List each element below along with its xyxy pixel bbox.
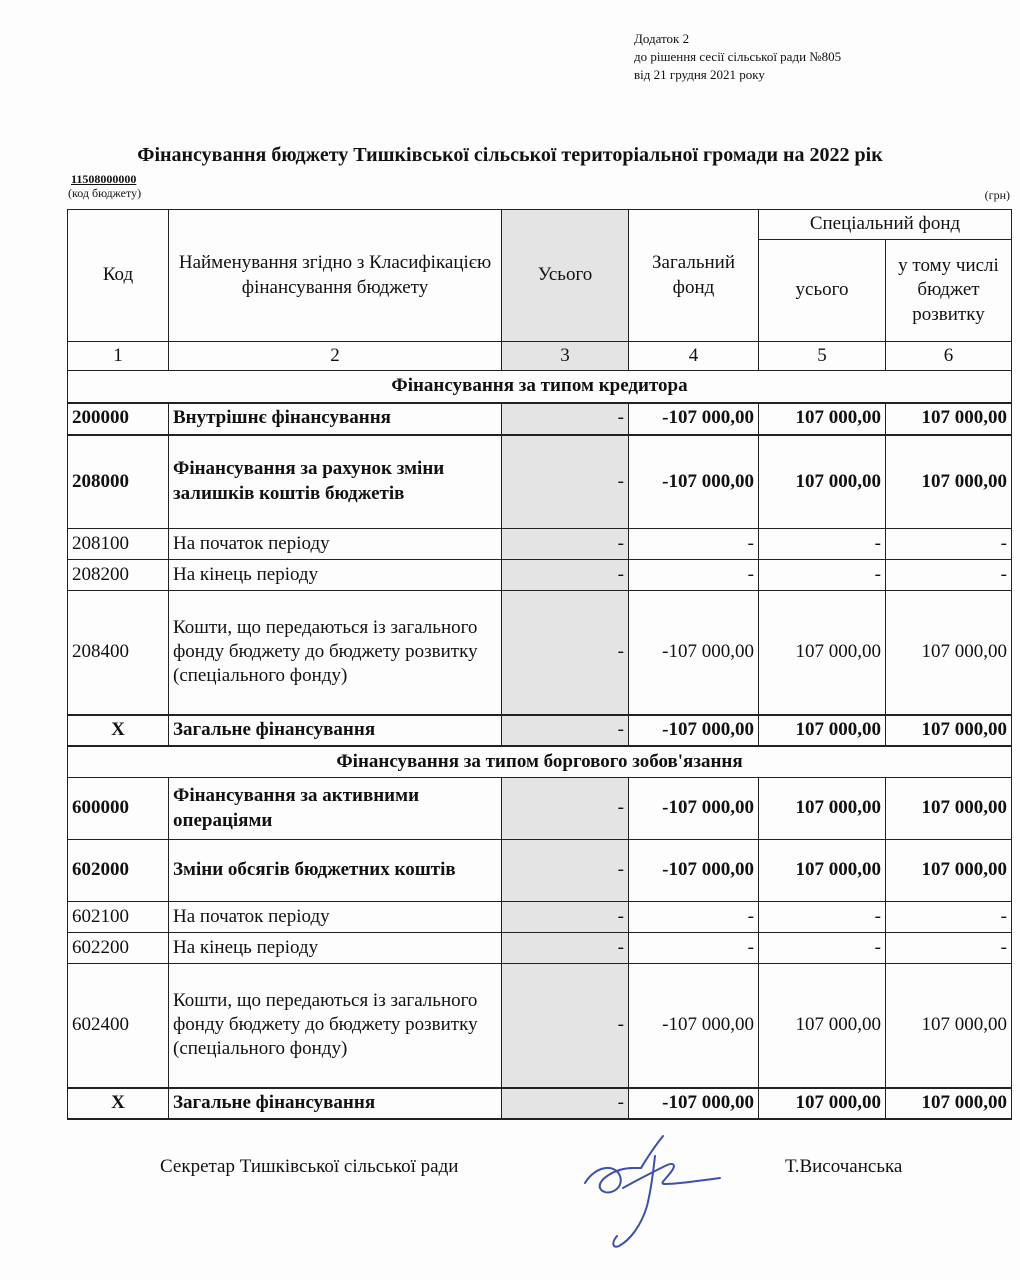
table-row bbox=[68, 403, 1012, 435]
row-total: - bbox=[502, 902, 629, 933]
row-code: 208100 bbox=[68, 529, 169, 560]
table-row bbox=[68, 1088, 1012, 1119]
financing-table bbox=[67, 209, 1012, 1120]
currency-unit: (грн) bbox=[984, 188, 1010, 202]
budget-code: 11508000000 bbox=[71, 172, 137, 186]
row-development: 107 000,00 bbox=[886, 403, 1012, 435]
table-row bbox=[68, 715, 1012, 746]
row-total: - bbox=[502, 964, 629, 1088]
row-code: 208200 bbox=[68, 560, 169, 591]
signatory-role: Секретар Тишківської сільської ради bbox=[160, 1156, 459, 1177]
header-total: Усього bbox=[502, 210, 629, 342]
row-development: 107 000,00 bbox=[886, 1088, 1012, 1119]
column-number: 5 bbox=[759, 342, 886, 371]
row-name: Фінансування за рахунок зміни залишків коштів бюджетів bbox=[169, 435, 502, 529]
row-total: - bbox=[502, 529, 629, 560]
row-special: 107 000,00 bbox=[759, 715, 886, 746]
row-general: -107 000,00 bbox=[629, 840, 759, 902]
table-row bbox=[68, 964, 1012, 1088]
column-number: 6 bbox=[886, 342, 1012, 371]
table-row bbox=[68, 933, 1012, 964]
row-special: - bbox=[759, 933, 886, 964]
header-special-fund: Спеціальний фонд bbox=[759, 210, 1012, 240]
row-general: -107 000,00 bbox=[629, 964, 759, 1088]
section-title: Фінансування за типом кредитора bbox=[68, 371, 1012, 403]
row-development: 107 000,00 bbox=[886, 778, 1012, 840]
row-name: Фінансування за активними операціями bbox=[169, 778, 502, 840]
row-general: -107 000,00 bbox=[629, 591, 759, 715]
row-name: Загальне фінансування bbox=[169, 715, 502, 746]
table-row bbox=[68, 529, 1012, 560]
row-total: - bbox=[502, 560, 629, 591]
appendix-line: до рішення сесії сільської ради №805 bbox=[634, 49, 842, 64]
row-code: 602200 bbox=[68, 933, 169, 964]
row-general: -107 000,00 bbox=[629, 1088, 759, 1119]
column-number: 2 bbox=[169, 342, 502, 371]
row-name: Внутрішнє фінансування bbox=[169, 403, 502, 435]
row-name: На початок періоду bbox=[169, 902, 502, 933]
row-total: - bbox=[502, 840, 629, 902]
budget-code-caption: (код бюджету) bbox=[68, 186, 142, 200]
row-development: 107 000,00 bbox=[886, 715, 1012, 746]
row-name: На початок періоду bbox=[169, 529, 502, 560]
table-row bbox=[68, 560, 1012, 591]
header-special-total: усього bbox=[759, 240, 886, 342]
appendix-line: Додаток 2 bbox=[634, 31, 690, 46]
header-row bbox=[68, 210, 1012, 240]
row-development: 107 000,00 bbox=[886, 840, 1012, 902]
section-title: Фінансування за типом боргового зобов'язання bbox=[68, 746, 1012, 778]
row-name: Кошти, що передаються із загального фонду бюджету до бюджету розвитку (спеціального фонду) bbox=[169, 591, 502, 715]
row-code: 602400 bbox=[68, 964, 169, 1088]
row-special: 107 000,00 bbox=[759, 403, 886, 435]
header-special-development: у тому числі бюджет розвитку bbox=[886, 240, 1012, 342]
row-special: 107 000,00 bbox=[759, 1088, 886, 1119]
column-number: 3 bbox=[502, 342, 629, 371]
header-name: Найменування згідно з Класифікацією фінансування бюджету bbox=[169, 210, 502, 342]
row-total: - bbox=[502, 715, 629, 746]
row-code: 208000 bbox=[68, 435, 169, 529]
row-general: - bbox=[629, 529, 759, 560]
row-name: На кінець періоду bbox=[169, 560, 502, 591]
row-name: Кошти, що передаються із загального фонду бюджету до бюджету розвитку (спеціального фонду) bbox=[169, 964, 502, 1088]
section-row bbox=[68, 371, 1012, 403]
table-row bbox=[68, 435, 1012, 529]
row-special: 107 000,00 bbox=[759, 435, 886, 529]
appendix-note bbox=[634, 30, 841, 84]
document-title: Фінансування бюджету Тишківської сільської територіальної громади на 2022 рік bbox=[137, 144, 883, 166]
row-special: - bbox=[759, 560, 886, 591]
row-total: - bbox=[502, 591, 629, 715]
row-total: - bbox=[502, 778, 629, 840]
signatory-name: Т.Височанська bbox=[785, 1156, 903, 1177]
appendix-line: від 21 грудня 2021 року bbox=[634, 67, 765, 82]
row-name: На кінець періоду bbox=[169, 933, 502, 964]
row-name: Загальне фінансування bbox=[169, 1088, 502, 1119]
row-general: -107 000,00 bbox=[629, 403, 759, 435]
row-general: -107 000,00 bbox=[629, 778, 759, 840]
row-name: Зміни обсягів бюджетних коштів bbox=[169, 840, 502, 902]
row-total: - bbox=[502, 1088, 629, 1119]
row-total: - bbox=[502, 435, 629, 529]
table-row bbox=[68, 902, 1012, 933]
row-code: X bbox=[68, 715, 169, 746]
row-development: 107 000,00 bbox=[886, 591, 1012, 715]
row-development: - bbox=[886, 560, 1012, 591]
row-code: 208400 bbox=[68, 591, 169, 715]
row-development: 107 000,00 bbox=[886, 964, 1012, 1088]
row-general: - bbox=[629, 902, 759, 933]
column-number: 4 bbox=[629, 342, 759, 371]
section-row bbox=[68, 746, 1012, 778]
row-development: - bbox=[886, 529, 1012, 560]
row-special: - bbox=[759, 529, 886, 560]
row-code: 200000 bbox=[68, 403, 169, 435]
column-number: 1 bbox=[68, 342, 169, 371]
table-row bbox=[68, 591, 1012, 715]
row-development: - bbox=[886, 933, 1012, 964]
row-development: - bbox=[886, 902, 1012, 933]
header-general-fund: Загальний фонд bbox=[629, 210, 759, 342]
row-general: -107 000,00 bbox=[629, 715, 759, 746]
table-row bbox=[68, 778, 1012, 840]
row-code: 600000 bbox=[68, 778, 169, 840]
row-development: 107 000,00 bbox=[886, 435, 1012, 529]
row-special: 107 000,00 bbox=[759, 840, 886, 902]
row-special: 107 000,00 bbox=[759, 591, 886, 715]
row-general: -107 000,00 bbox=[629, 435, 759, 529]
table-row bbox=[68, 840, 1012, 902]
row-code: X bbox=[68, 1088, 169, 1119]
column-number-row bbox=[68, 342, 1012, 371]
row-special: 107 000,00 bbox=[759, 964, 886, 1088]
row-special: - bbox=[759, 902, 886, 933]
row-special: 107 000,00 bbox=[759, 778, 886, 840]
row-code: 602100 bbox=[68, 902, 169, 933]
row-total: - bbox=[502, 403, 629, 435]
handwritten-signature bbox=[575, 1128, 725, 1253]
row-general: - bbox=[629, 560, 759, 591]
row-total: - bbox=[502, 933, 629, 964]
row-general: - bbox=[629, 933, 759, 964]
row-code: 602000 bbox=[68, 840, 169, 902]
header-code: Код bbox=[68, 210, 169, 342]
